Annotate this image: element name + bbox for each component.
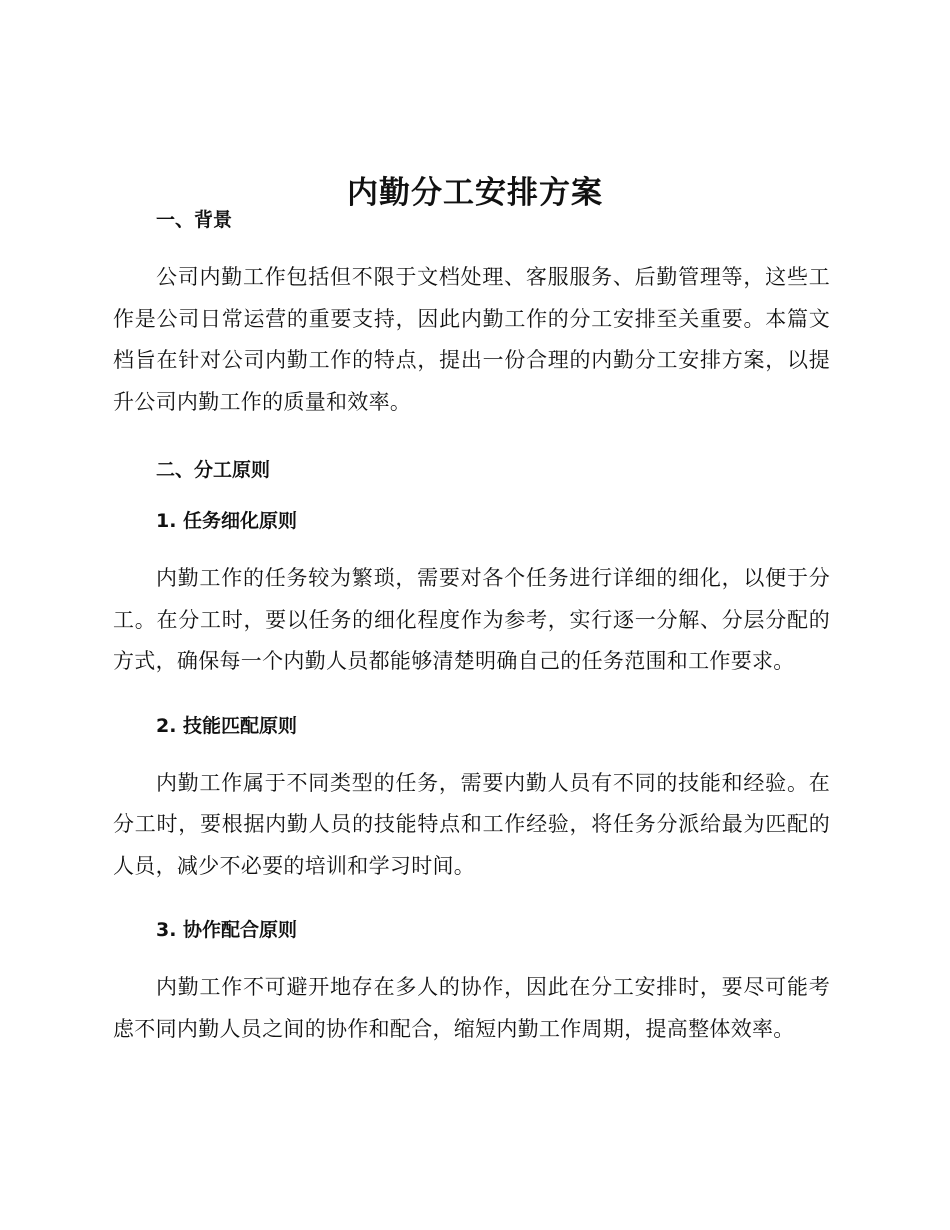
subsection-heading-collaboration: 3. 协作配合原则	[156, 919, 298, 941]
spacer	[113, 237, 830, 257]
spacer	[113, 538, 830, 558]
paragraph-background: 公司内勤工作包括但不限于文档处理、客服服务、后勤管理等，这些工作是公司日常运营的重要支持，因此内勤工作的分工安排至关重要。本篇文档旨在针对公司内勤工作的特点，提出一份合理的内勤分工安排方案，以提升公司内勤工作的质量和效率。	[113, 265, 830, 414]
spacer	[113, 947, 830, 967]
paragraph-skill-match: 内勤工作属于不同类型的任务，需要内勤人员有不同的技能和经验。在分工时，要根据内勤人员的技能特点和工作经验，将任务分派给最为匹配的人员，减少不必要的培训和学习时间。	[113, 770, 830, 878]
spacer	[113, 683, 830, 709]
subsection-heading-skill-match: 2. 技能匹配原则	[156, 714, 298, 737]
spacer	[113, 423, 830, 453]
spacer	[113, 743, 830, 763]
section-heading-background: 一、背景	[156, 209, 233, 231]
section-heading-principles: 二、分工原则	[156, 459, 271, 481]
spacer	[113, 487, 830, 504]
subsection-heading-task-detail: 1. 任务细化原则	[156, 510, 298, 532]
document-body	[113, 203, 830, 1050]
document-title: 内勤分工安排方案	[347, 174, 603, 211]
paragraph-task-detail: 内勤工作的任务较为繁琐，需要对各个任务进行详细的细化，以便于分工。在分工时，要以任务的细化程度作为参考，实行逐一分解、分层分配的方式，确保每一个内勤人员都能够清楚明确自己的任务范围和工作要求。	[113, 566, 830, 673]
paragraph-collaboration: 内勤工作不可避开地存在多人的协作，因此在分工安排时，要尽可能考虑不同内勤人员之间的协作和配合，缩短内勤工作周期，提高整体效率。	[113, 975, 830, 1041]
spacer	[113, 887, 830, 913]
